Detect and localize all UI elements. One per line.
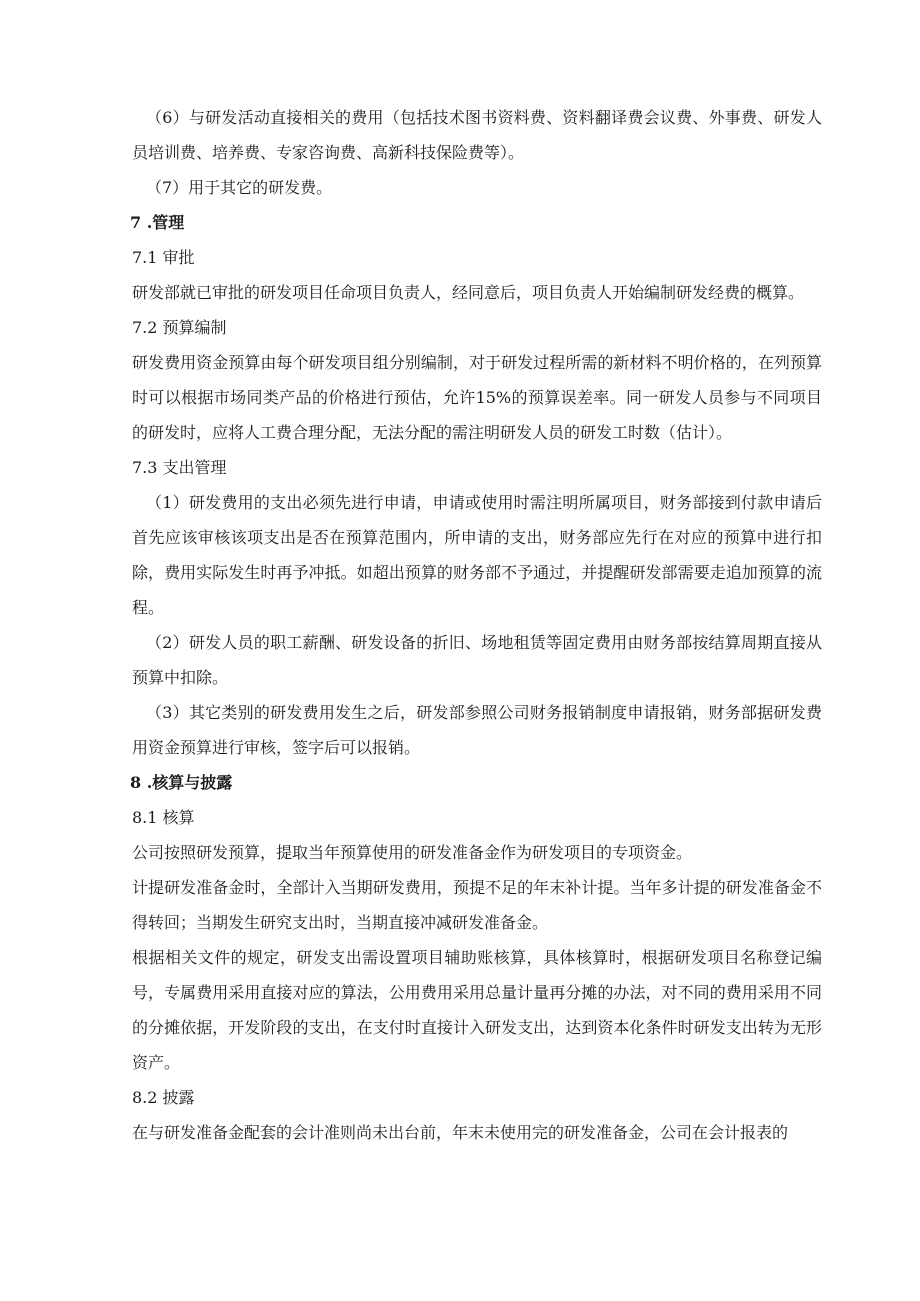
subsection-heading-7-2: 7.2 预算编制 [132,318,227,337]
list-item: （2）研发人员的职工薪酬、研发设备的折旧、场地租赁等固定费用由财务部按结算周期直接从预算中扣除。 [132,633,822,687]
subsection-heading-7-3: 7.3 支出管理 [132,458,227,477]
list-item-6: （6）与研发活动直接相关的费用（包括技术图书资料费、资料翻译费会议费、外事费、研发人员培训费、培养费、专家咨询费、高新科技保险费等）。 [132,108,822,162]
paragraph: 在与研发准备金配套的会计准则尚未出台前，年末未使用完的研发准备金，公司在会计报表的 [132,1123,789,1142]
paragraph: 公司按照研发预算，提取当年预算使用的研发准备金作为研发项目的专项资金。 [132,843,693,862]
subsection-heading-7-1: 7.1 审批 [132,248,195,267]
document-body [132,100,822,1150]
list-item: （3）其它类别的研发费用发生之后，研发部参照公司财务报销制度申请报销，财务部据研发费用资金预算进行审核，签字后可以报销。 [132,703,822,757]
subsection-heading-8-1: 8.1 核算 [132,808,195,827]
paragraph: 根据相关文件的规定，研发支出需设置项目辅助账核算，具体核算时，根据研发项目名称登记编号，专属费用采用直接对应的算法，公用费用采用总量计量再分摊的办法，对不同的费用采用不同的分摊依据，开发阶段的支出，在支付时直接计入研发支出，达到资本化条件时研发支出转为无形资产。 [132,948,822,1072]
section-heading-7: 7 .管理 [130,213,185,232]
subsection-heading-8-2: 8.2 披露 [132,1088,195,1107]
paragraph: 研发费用资金预算由每个研发项目组分别编制，对于研发过程所需的新材料不明价格的，在列预算时可以根据市场同类产品的价格进行预估，允许15%的预算误差率。同一研发人员参与不同项目的研发时，应将人工费合理分配，无法分配的需注明研发人员的研发工时数（估计）。 [132,353,822,442]
list-item-7: （7）用于其它的研发费。 [146,178,333,197]
paragraph: 计提研发准备金时，全部计入当期研发费用，预提不足的年末补计提。当年多计提的研发准备金不得转回；当期发生研究支出时，当期直接冲减研发准备金。 [132,878,822,932]
paragraph: 研发部就已审批的研发项目任命项目负责人，经同意后，项目负责人开始编制研发经费的概算。 [132,283,805,302]
section-heading-8: 8 .核算与披露 [130,773,233,792]
list-item: （1）研发费用的支出必须先进行申请，申请或使用时需注明所属项目，财务部接到付款申请后首先应该审核该项支出是否在预算范围内，所申请的支出，财务部应先行在对应的预算中进行扣除，费用实际发生时再予冲抵。如超出预算的财务部不予通过，并提醒研发部需要走追加预算的流程。 [132,493,822,617]
